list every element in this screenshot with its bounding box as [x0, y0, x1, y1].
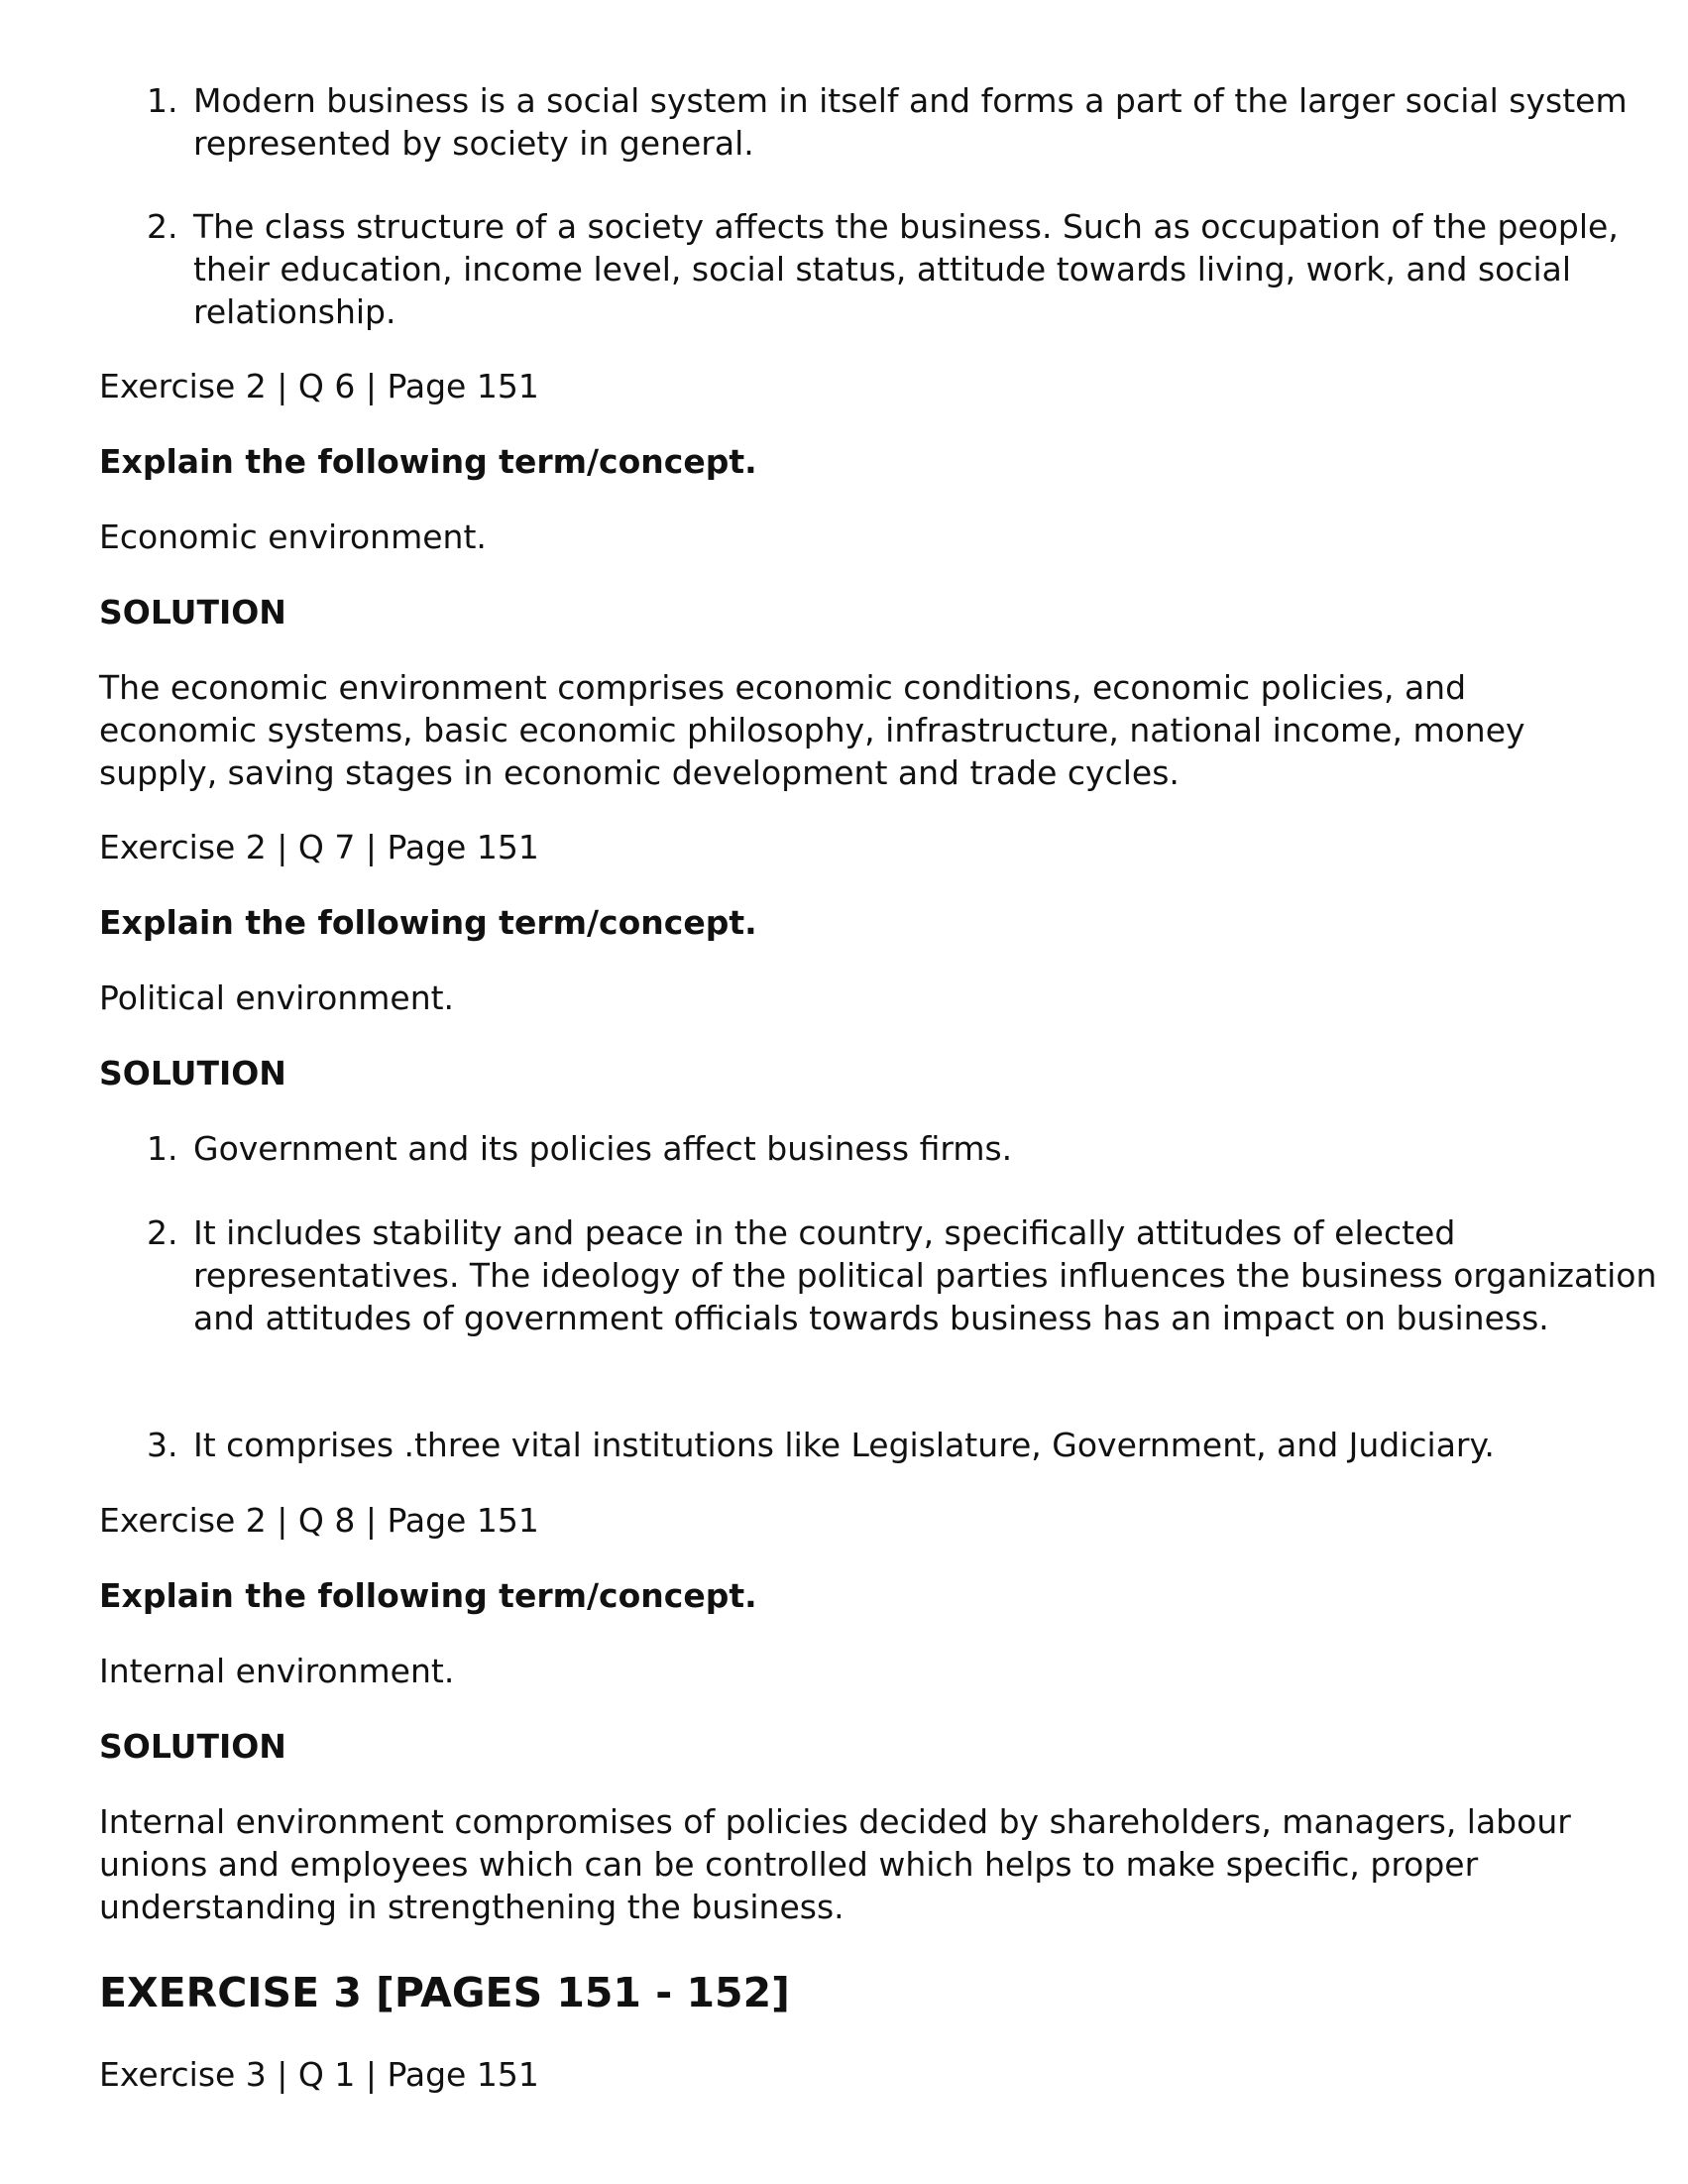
solution-label: SOLUTION [99, 1054, 286, 1092]
list-text: Modern business is a social system in itself and forms a part of the larger social system represented by society in general. [193, 81, 1628, 163]
list-text: The class structure of a society affects the business. Such as occupation of the people, their education, income level, social status, attitude towards living, work, and social relationship. [193, 207, 1619, 331]
question-term: Political environment. [99, 978, 455, 1017]
list-number: 3. [147, 1426, 178, 1464]
solution-label: SOLUTION [99, 593, 286, 632]
solution-text: Internal environment compromises of policies decided by shareholders, managers, labour unions and employees which can be controlled which helps to make specific, proper understanding in strengthening the business. [99, 1802, 1571, 1926]
question-prompt: Explain the following term/concept. [99, 903, 757, 942]
list-number: 1. [147, 81, 178, 120]
question-term: Internal environment. [99, 1652, 455, 1690]
solution-label: SOLUTION [99, 1727, 286, 1766]
question-reference: Exercise 2 | Q 8 | Page 151 [99, 1501, 539, 1540]
list-text: Government and its policies affect business firms. [193, 1129, 1013, 1168]
question-reference: Exercise 2 | Q 6 | Page 151 [99, 367, 539, 405]
solution-text: The economic environment comprises economic conditions, economic policies, and economic systems, basic economic philosophy, infrastructure, national income, money supply, saving stages in economic development and trade cycles. [99, 668, 1525, 792]
list-number: 2. [147, 207, 178, 246]
question-reference: Exercise 2 | Q 7 | Page 151 [99, 828, 539, 866]
section-heading: EXERCISE 3 [PAGES 151 - 152] [99, 1969, 790, 2016]
list-number: 1. [147, 1129, 178, 1168]
question-prompt: Explain the following term/concept. [99, 1576, 757, 1615]
list-text: It includes stability and peace in the country, specifically attitudes of elected representatives. The ideology of the political parties influences the business organization and attitudes of government officials towards business has an impact on business. [193, 1213, 1657, 1337]
list-number: 2. [147, 1213, 178, 1252]
question-reference: Exercise 3 | Q 1 | Page 151 [99, 2055, 539, 2094]
question-term: Economic environment. [99, 517, 487, 556]
question-prompt: Explain the following term/concept. [99, 442, 757, 481]
list-text: It comprises .three vital institutions like Legislature, Government, and Judiciary. [193, 1426, 1495, 1464]
